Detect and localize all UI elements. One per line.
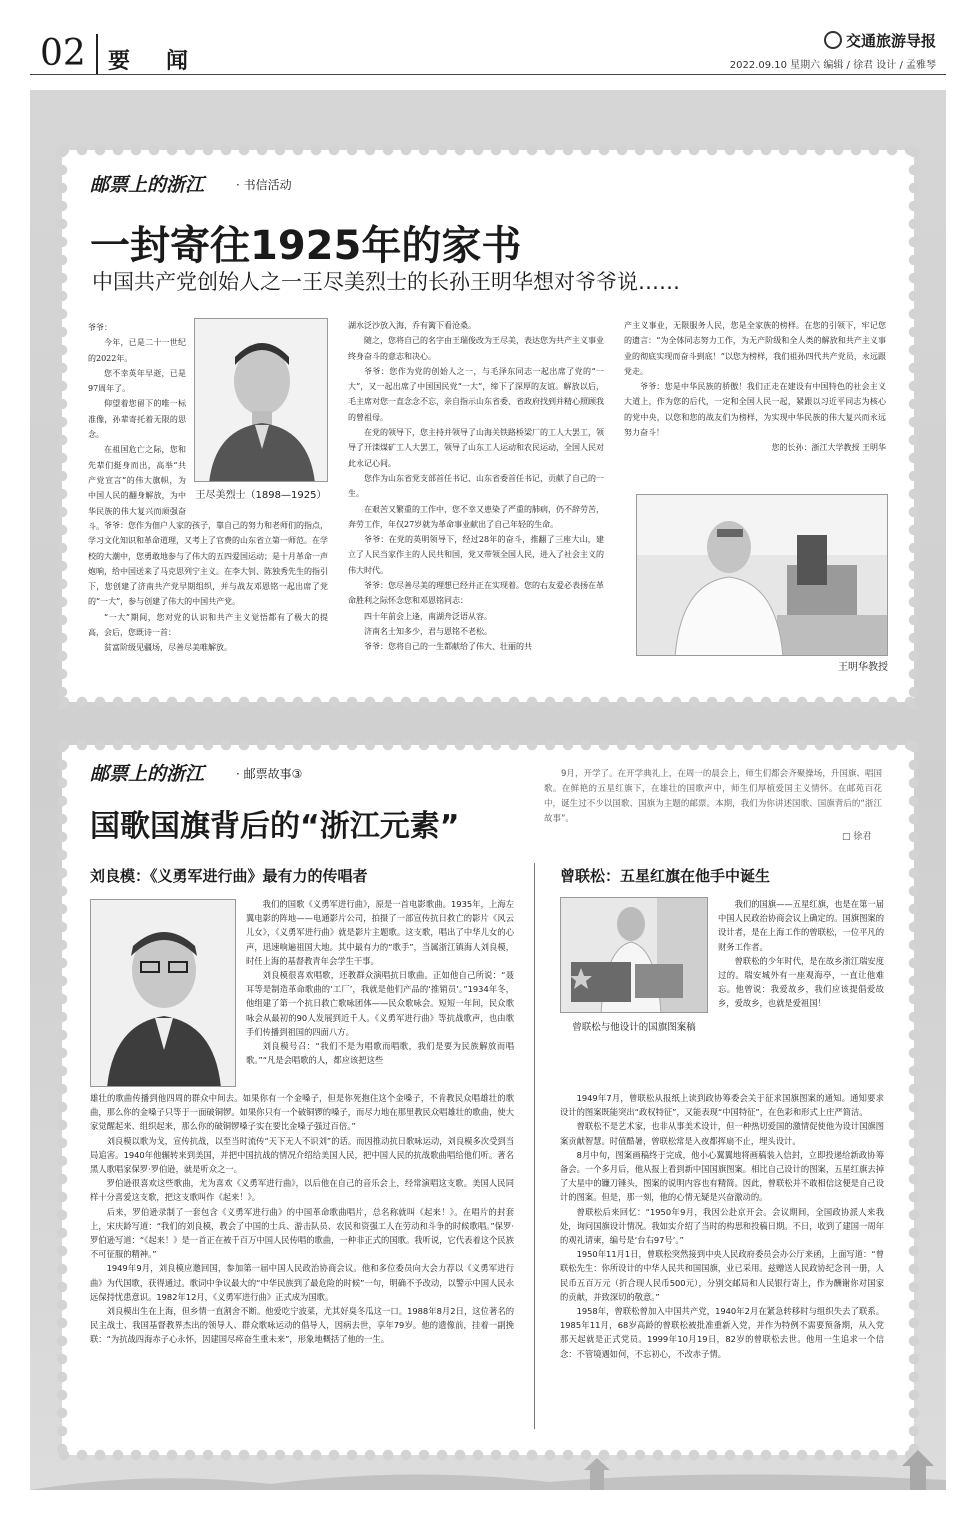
paragraph: 后来，罗伯逊录制了一套包含《义勇军进行曲》的中国革命歌曲唱片，总名称就叫《起来！》。在唱片的封套上，宋庆龄写道：“我们的刘良模，教会了中国的士兵、游击队员、农民和资强工人在劳动和斗争的时候歌唱。”保罗·罗伯逊写道：“《起来！》是一首正在被千百万中国人民传唱的歌曲，一种非正式的国歌。我听说，它代表着这个民族不可征服的精神。” [90, 1206, 514, 1260]
paragraph: 我们的国旗——五星红旗，也是在第一届中国人民政治协商会议上确定的。国旗图案的设计者，是在上海工作的曾联松，一位平凡的财务工作者。 [718, 899, 884, 952]
column-divider [534, 863, 535, 1429]
paragraph: 爷爷：您将自己的一生都献给了伟大、壮丽的共 [364, 642, 532, 652]
letter-col-2 [348, 318, 604, 655]
headline: 一封寄往1925年的家书 [90, 223, 522, 269]
paragraph: 湖水泛沙放入海，乔有篱下看沧桑。 [348, 321, 476, 330]
landscape-decoration [30, 1440, 946, 1490]
paragraph: 曾联松不是艺术家，也非从事美术设计，但一种热切爱国的激情促使他为设计国旗图案贡献智慧。时值酷暑，曾联松常是入夜都挥扇不止，埋头设计。 [560, 1121, 884, 1146]
flag-photo-image [561, 898, 708, 1013]
photo-zeng-liansong [560, 897, 708, 1013]
letter-col-1-bottom [88, 518, 328, 656]
lede-text: 9月，开学了。在开学典礼上，在周一的晨会上，师生们都会齐聚操场，升国旗、唱国歌。在鲜艳的五星红旗下，在雄壮的国歌声中，师生们厚植爱国主义情怀。在邮苑百花中，诞生过不少以国歌、国旗为主题的邮票。本期，我们为你讲述国歌、国旗背后的“浙江故事”。 [544, 769, 882, 824]
left-article-body-top [246, 897, 514, 1067]
paragraph: 1949年9月，刘良模应邀回国，参加第一届中国人民政治协商会议。他和多位委员向大会力荐以《义勇军进行曲》为代国歌，获得通过。歌词中争议最大的“中华民族到了最危险的时候”一句，明确不予改动，以警示中国人民永远保持忧患意识。1982年12月，《义勇军进行曲》正式成为国歌。 [90, 1263, 514, 1302]
paragraph: 爷爷：您尽善尽美的理想已经并正在实现着。您的右友爱必表扬在革命胜利之际怀念您和邓恩铭同志： [348, 581, 604, 606]
paragraph: 今年，已是二十一世纪的2022年。 [88, 338, 186, 363]
photo-caption-right: 王明华教授 [838, 662, 888, 673]
letter-col-3 [624, 318, 886, 456]
lede-author: □ 徐君 [842, 832, 872, 842]
column-tag: · 邮票故事③ [236, 767, 303, 781]
left-article-title: 刘良模：《义勇军进行曲》最有力的传唱者 [90, 867, 368, 885]
paragraph: 爷爷：在党的英明领导下，经过28年的奋斗，推翻了三座大山，建立了人民当家作主的人民共和国，党又带领全国人民，进入了社会主义的伟大时代。 [348, 535, 604, 575]
left-article-body [90, 1091, 514, 1347]
paragraph: “一大”期间，您对党的认识和共产主义觉悟都有了极大的提高，会后，您既诗一首： [88, 612, 328, 638]
portrait-image [195, 319, 328, 482]
paragraph: 罗伯逊很喜欢这些歌曲，尤为喜欢《义勇军进行曲》，以后他在自己的音乐会上，经常演唱这支歌。美国人民同样十分喜爱这支歌，把这支歌叫作《起来！》。 [90, 1178, 514, 1203]
paragraph: 爷爷： [88, 323, 112, 332]
headline: 国歌国旗背后的“浙江元素” [90, 809, 460, 844]
paragraph: 刘良模以歌为戈，宣传抗战，以至当时流传“天下无人不识刘”的话。而因推动抗日歌咏运动，刘良模多次受到当局追害。1940年他辗转来到美国，并把中国抗战的情况介绍给美国人民，把中国人民的抗战歌曲唱给他们听。著名黑人歌唱家保罗·罗伯逊，就是听众之一。 [90, 1135, 514, 1175]
masthead [0, 0, 976, 78]
masthead-rule [30, 74, 946, 75]
portrait-liu-liangmo [90, 899, 236, 1087]
paragraph: 爷爷：您作为佃户人家的孩子，靠自己的努力和老师们的指点，学习文化知识和革命道理，又考上了官费的山东省立第一师范。在学校的大潮中，您勇敢地参与了伟大的五四爱国运动；是十月革命一声炮响，给中国送来了马克思列宁主义。在李大钊、陈独秀先生的指引下，您创建了济南共产党早期组织，并与战友邓恩铭一起出席了党的“一大”，参与创建了伟大的中国共产党。 [88, 521, 328, 607]
paragraph: 在艰苦又繁重的工作中，您不幸又患染了严重的肺病，仍不辞劳苦，奔劳工作，年仅27岁就为革命事业献出了自己年轻的生命。 [348, 504, 604, 529]
paragraph: 爷爷：您是中华民族的骄傲！我们正走在建设有中国特色的社会主义大道上，作为您的后代，一定和全国人民一起，紧跟以习近平同志为核心的党中央，以您和您的战友们为榜样，为实现中华民族的伟大复兴而永远努力奋斗！ [624, 382, 886, 438]
paragraph: 爷爷：您作为党的创始人之一，与毛泽东同志一起出席了党的“一大”，又一起出席了中国国民党“一大”，缔下了深厚的友谊。解放以后，毛主席对您一直念念不忘，亲自指示山东省委、省政府找到并精心照顾我的曾祖母。 [348, 366, 604, 422]
paragraph: 曾联松的少年时代，是在故乡浙江瑞安度过的。瑞安城外有一座观海亭，一直让他难忘。他曾说：我爱故乡，我们应该提倡爱故乡，爱故乡，也就是爱祖国！ [718, 955, 884, 1009]
right-article-body [560, 1091, 884, 1361]
right-article-title: 曾联松：五星红旗在他手中诞生 [560, 867, 771, 885]
paragraph: 在祖国危亡之际，您和先辈们挺身而出，高举“共产党宣言”的伟大旗帜，为中国人民的翻身解放，为中华民族的伟大复兴而顽强奋斗。 [88, 445, 186, 531]
paragraph: 1949年7月，曾联松从报纸上读到政协筹委会关于征求国旗图案的通知。通知要求设计的图案既能突出“政权特征”，又能表现“中国特征”，在色彩和形式上庄严简洁。 [560, 1093, 884, 1118]
poem-line: 四十年前会上逢，南湖舟泛语从容。 [364, 611, 492, 621]
portrait-wang-jinmei [194, 318, 328, 482]
paragraph: 随之，您将自己的名字由王瑞俊改为王尽美，表达您为共产主义事业终身奋斗的意志和决心。 [348, 336, 604, 361]
paragraph: 您不幸英年早逝，已是97周年了。 [88, 368, 186, 394]
brand-logo: 邮票上的浙江 [90, 763, 205, 785]
lede [544, 767, 882, 827]
right-article-body-top [718, 897, 884, 1011]
photo-wang-minghua [636, 494, 888, 656]
paragraph: 刘良模出生在上海，但乡情一直割舍不断。他爱吃宁波菜，尤其好臭冬瓜这一口。1988年8月2日，这位著名的民主战士、我国基督教界杰出的领导人、群众歌咏运动的倡导人，因病去世，享年79岁。他的遗像前，挂着一副挽联：“为抗战四海赤子心永怀，因建国尽瘁奋生重未来”，形象地概括了他的一生。 [90, 1306, 514, 1345]
issue-meta: 2022.09.10 星期六 编辑 / 徐君 设计 / 孟雅琴 [729, 60, 936, 71]
brand-logo: 邮票上的浙江 [90, 174, 205, 196]
paper-name [824, 30, 936, 51]
paragraph: 在党的领导下，您主持并领导了山海关铁路桥梁厂的工人大罢工，领导了开滦煤矿工人大罢工，领导了山东工人运动和农民运动，全国人民对此永记心间。 [348, 428, 604, 468]
portrait-image [91, 900, 236, 1087]
paragraph: 您作为山东省党支部首任书记、山东省委首任书记，贡献了自己的一生。 [348, 473, 604, 499]
paragraph: 贫富阶级见疆场，尽善尽美唯解放。 [104, 643, 232, 653]
paragraph: 刘良模很喜欢唱歌，还教群众演唱抗日歌曲。正如他自己所说：“聂耳等是制造革命歌曲的‘工厂’，我就是他们产品的‘推销员’。”1934年冬，他组建了第一个抗日救亡歌咏团体——民众歌咏会。短短一年间，民众歌咏会从最初的90人发展到近千人。《义勇军进行曲》等抗战歌声，也由歌手们传播到祖国的四面八方。 [246, 970, 514, 1037]
paragraph: 刘良模号召：“我们不是为唱歌而唱歌，我们是要为民族解放而唱歌。”“凡是会唱歌的人，都应该把这些 [246, 1041, 514, 1066]
poem-line: 济南名士知多少，君与恩铭不老松。 [364, 626, 492, 636]
paragraph: 我们的国歌《义勇军进行曲》，原是一首电影歌曲。1935年，上海左翼电影的阵地——电通影片公司，拍摄了一部宣传抗日救亡的影片《风云儿女》，《义勇军进行曲》就是影片主题歌。这支歌，唱出了中华儿女的心声，迅速响遍祖国大地。其中最有力的“歌手”，当属浙江镇海人刘良模，时任上海的基督教青年会学生干事。 [246, 899, 514, 966]
article-letter-stamp [62, 150, 914, 702]
paragraph: 1950年11月1日，曾联松突然接到中央人民政府委员会办公厅来函，上面写道：“曾联松先生：你所设计的中华人民共和国国旗，业已采用。兹赠送人民政协纪念刊一册，人民币五百万元（折合现人民币500元），分别交邮局和人民银行寄上，作为酬谢你对国家的贡献，并致深切的敬意。” [560, 1249, 884, 1302]
paper-name-text: 交通旅游导报 [845, 32, 936, 50]
masthead-divider [96, 34, 98, 74]
lab-photo-image [637, 495, 888, 656]
paragraph: 曾联松后来回忆：“1950年9月，我因公赴京开会。会议期间，全国政协派人来我处，询问国旗设计情况。我如实介绍了当时的构思和投稿日期。不日，收到了建国一周年的观礼请柬，编号是‘台右97号’。” [560, 1206, 884, 1246]
paragraph: 产主义事业，无限服务人民，您是全家族的榜样。在您的引领下，牢记您的遗言：“为全体同志努力工作，为无产阶级和全人类的解放和共产主义事业的彻底实现而奋斗到底！”以您为榜样，我们祖孙四代共产党员，永远跟党走。 [624, 321, 886, 376]
article-anthem-flag-stamp [62, 745, 914, 1455]
subheadline: 中国共产党创始人之一王尽美烈士的长孙王明华想对爷爷说…… [92, 270, 680, 294]
paper-logo-icon [824, 31, 842, 49]
photo-caption: 曾联松与他设计的国旗图案稿 [572, 1022, 696, 1033]
signature: 您的长孙：浙江大学教授 王明华 [771, 443, 886, 453]
letter-col-1-top [88, 320, 186, 534]
paragraph: 1958年，曾联松曾加入中国共产党，1940年2月在紧急转移时与组织失去了联系。1985年11月，68岁高龄的曾联松被批准重新入党，并作为特例不需要预备期，从入党那天起就是正式党员。1999年10月19日，82岁的曾联松去世。他用一生追求一个信念：不管境遇如何，不忘初心，不改赤子情。 [560, 1306, 884, 1359]
section-name: 要闻 [108, 49, 225, 74]
paragraph: 8月中旬，图案画稿终于完成，他小心翼翼地将画稿装入信封，立即投递给新政协筹备会。一个多月后，他从报上看到新中国国旗图案。相比自己设计的图案，五星红旗去掉了大星中的镰刀锤头，图案的说明内容也有精简。因此，曾联松并不敢相信这便是自己设计的图案。但是，那一刻，他的心情无疑是兴奋激动的。 [560, 1149, 884, 1203]
paragraph: 雄壮的歌曲传播到他四周的群众中间去。如果你有一个金嗓子，但是你死抱住这个金嗓子，不肯教民众唱雄壮的歌曲，那么你的金嗓子只等于一面破铜锣。如果你只有一个破铜锣的嗓子，而尽力地在那里教民众唱雄壮的歌曲，使大家觉醒起来、组织起来，那么你的破铜锣嗓子实在要比金嗓子强过百倍。” [90, 1093, 514, 1132]
page-number: 02 [40, 33, 86, 74]
column-tag: · 书信活动 [236, 178, 292, 192]
paragraph: 仰望着您留下的唯一标准像，孙辈寄托着无限的思念。 [88, 399, 186, 440]
photo-caption-left: 王尽美烈士（1898—1925） [195, 490, 327, 501]
